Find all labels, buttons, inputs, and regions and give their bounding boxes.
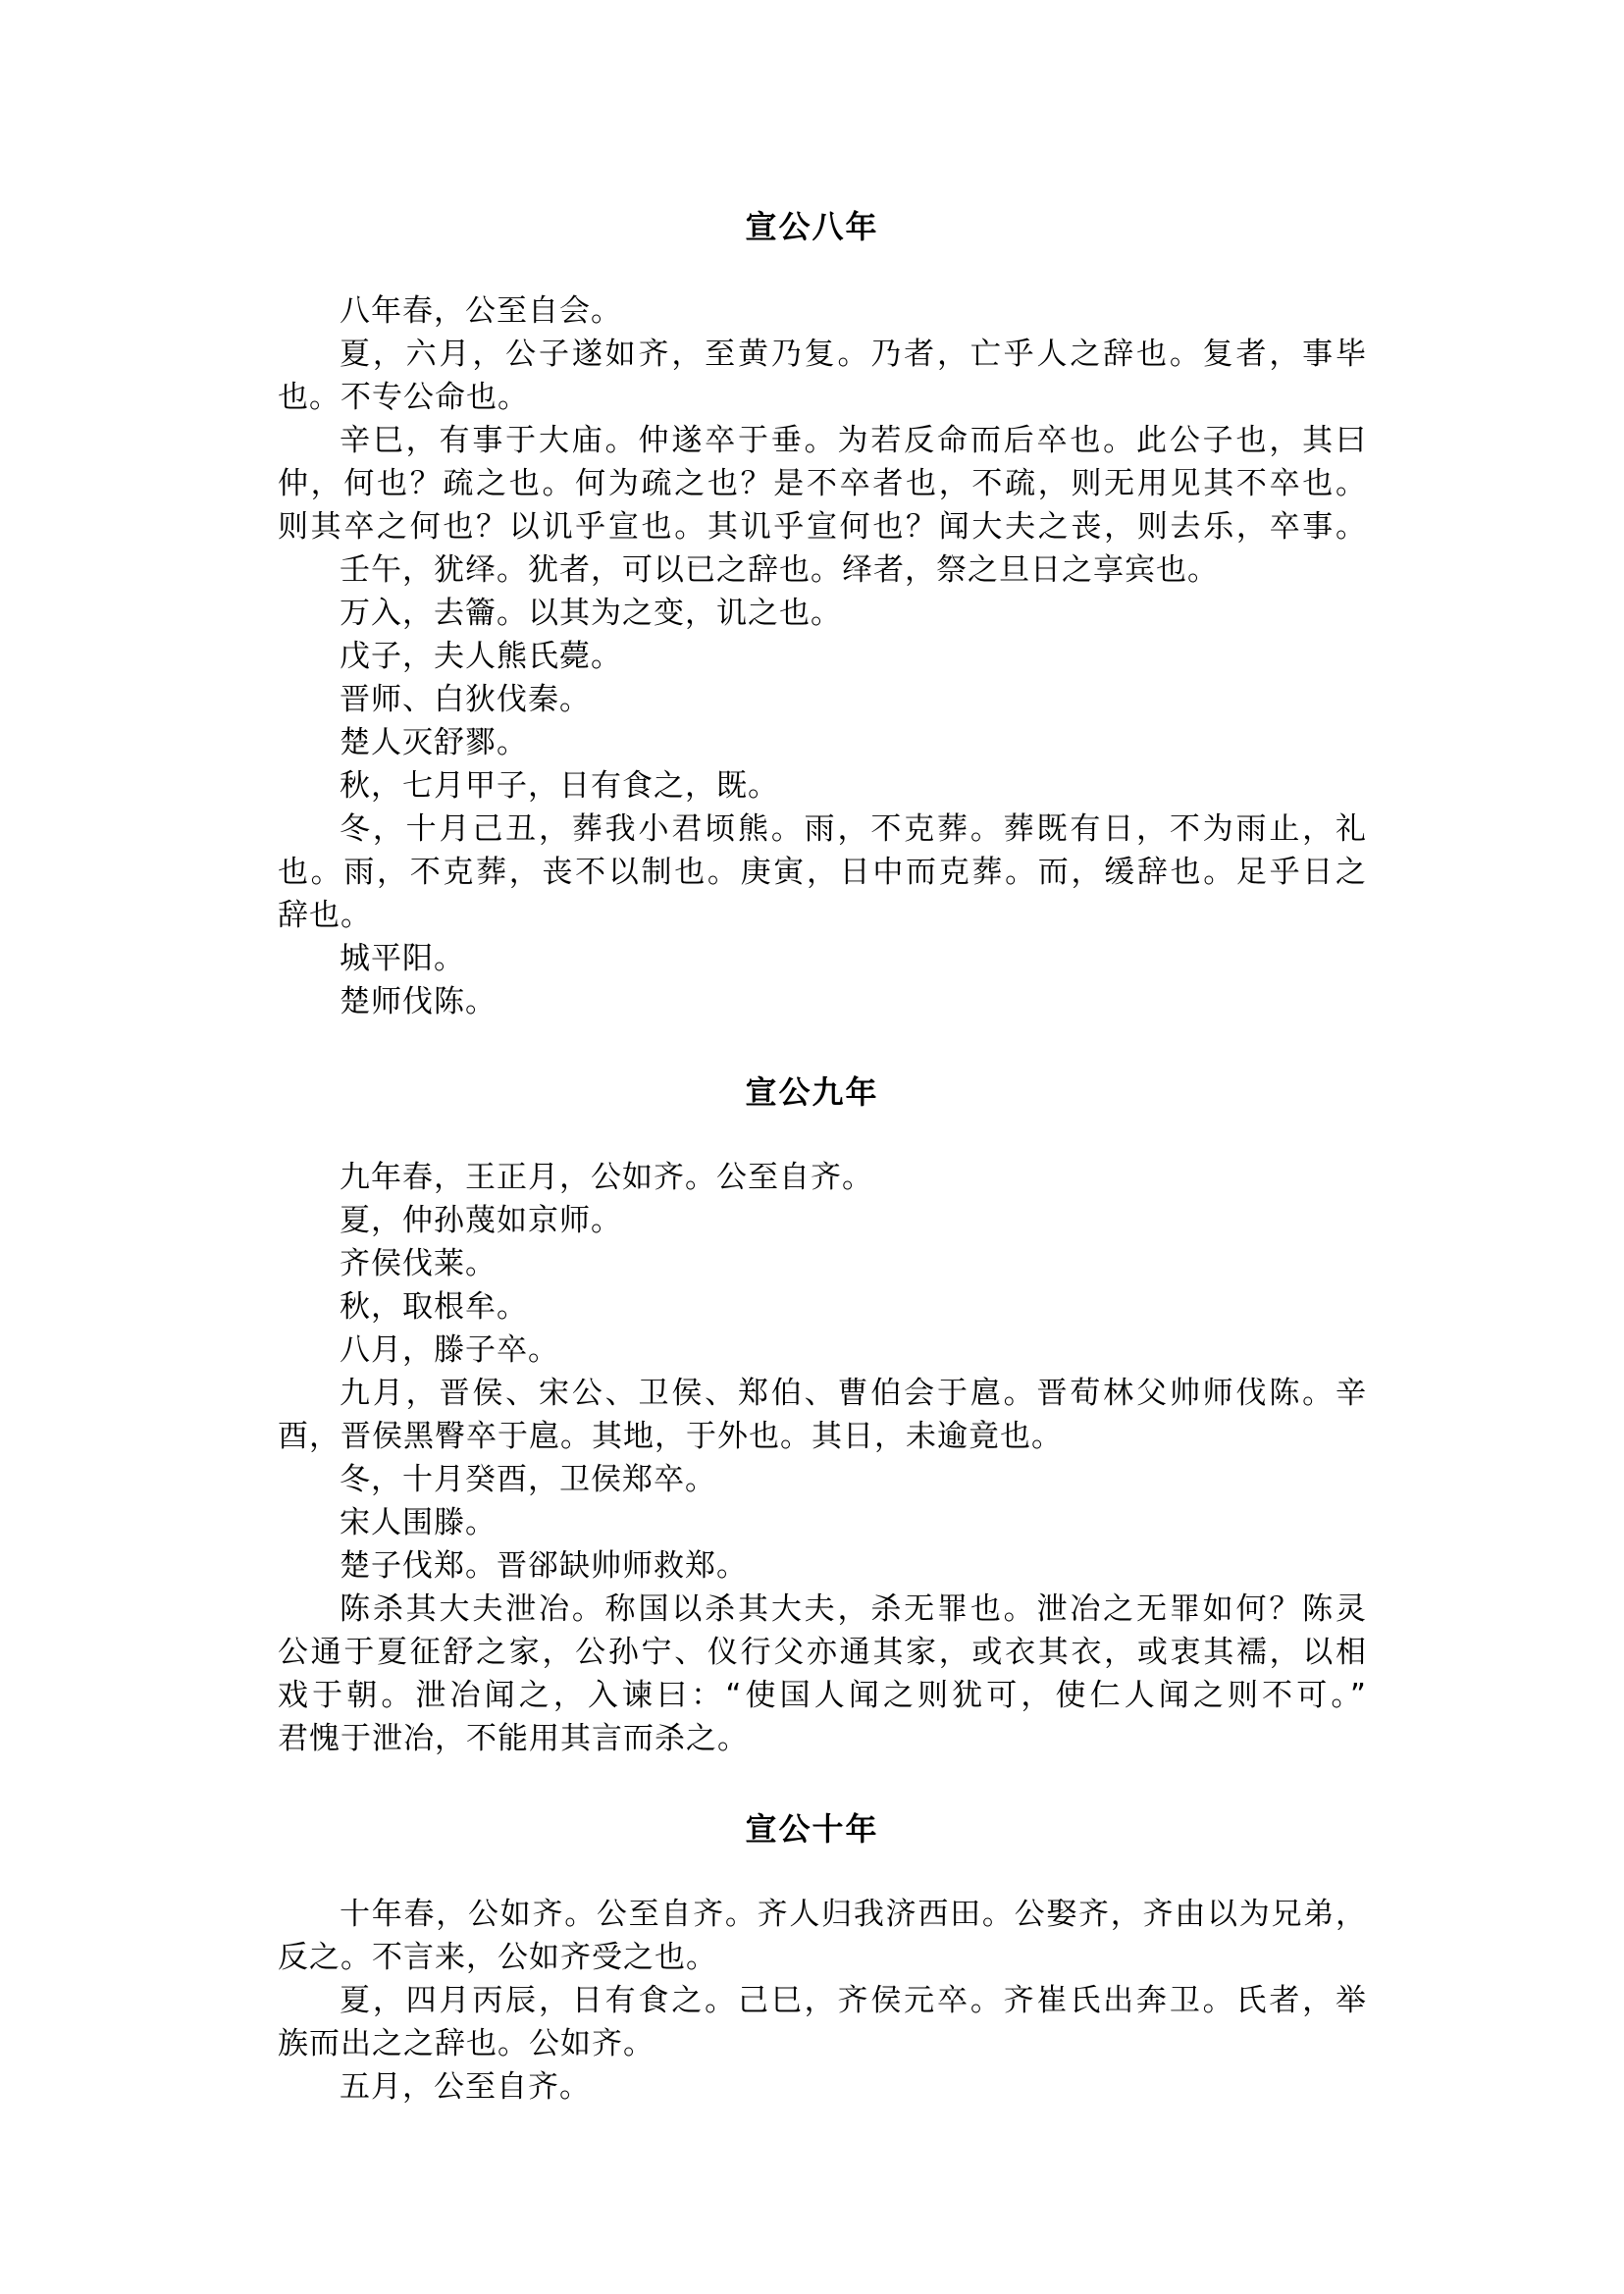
text-line: 夏，仲孙蔑如京师。 [340, 1203, 622, 1238]
text-line: 戏于朝。泄冶闻之，入谏曰：“使国人闻之则犹可，使仁人闻之则不可。” [278, 1678, 1367, 1713]
text-line: 仲，何也？疏之也。何为疏之也？是不卒者也，不疏，则无用见其不卒也。 [278, 466, 1367, 501]
text-line: 辞也。 [278, 898, 372, 933]
text-line: 戊子，夫人熊氏薨。 [340, 639, 622, 674]
text-line: 九月，晋侯、宋公、卫侯、郑伯、曹伯会于扈。晋荀林父帅师伐陈。辛 [340, 1376, 1367, 1411]
text-line: 酉，晋侯黑臀卒于扈。其地，于外也。其日，未逾竟也。 [278, 1419, 1063, 1454]
text-line: 晋师、白狄伐秦。 [340, 682, 591, 717]
text-line: 城平阳。 [340, 941, 465, 976]
text-line: 冬，十月癸酉，卫侯郑卒。 [340, 1462, 716, 1497]
text-line: 八年春，公至自会。 [340, 293, 622, 329]
section-title: 宣公八年 [745, 208, 879, 245]
text-line: 冬，十月己丑，葬我小君顷熊。雨，不克葬。葬既有日，不为雨止，礼 [340, 811, 1367, 847]
section-title: 宣公九年 [745, 1073, 879, 1111]
text-line: 公通于夏征舒之家，公孙宁、仪行父亦通其家，或衣其衣，或衷其襦，以相 [278, 1635, 1367, 1670]
text-line: 齐侯伐莱。 [340, 1246, 497, 1281]
text-line: 楚人灭舒鄝。 [340, 725, 528, 760]
text-line: 辛巳，有事于大庙。仲遂卒于垂。为若反命而后卒也。此公子也，其曰 [340, 423, 1367, 458]
text-line: 壬午，犹绎。犹者，可以已之辞也。绎者，祭之旦日之享宾也。 [340, 552, 1219, 588]
text-line: 也。不专公命也。 [278, 380, 529, 415]
text-line: 陈杀其大夫泄冶。称国以杀其大夫，杀无罪也。泄冶之无罪如何？陈灵 [340, 1591, 1367, 1627]
text-line: 夏，六月，公子遂如齐，至黄乃复。乃者，亡乎人之辞也。复者，事毕 [340, 337, 1367, 372]
section-title: 宣公十年 [745, 1810, 879, 1848]
text-line: 五月，公至自齐。 [340, 2069, 591, 2105]
text-line: 宋人围滕。 [340, 1505, 497, 1540]
text-line: 九年春，王正月，公如齐。公至自齐。 [340, 1160, 873, 1195]
text-line: 秋，七月甲子，日有食之，既。 [340, 768, 779, 804]
text-line: 反之。不言来，公如齐受之也。 [278, 1940, 717, 1975]
text-line: 十年春，公如齐。公至自齐。齐人归我济西田。公娶齐，齐由以为兄弟， [340, 1897, 1367, 1932]
text-line: 楚子伐郑。晋郤缺帅师救郑。 [340, 1548, 748, 1584]
text-line: 也。雨，不克葬，丧不以制也。庚寅，日中而克葬。而，缓辞也。足乎日之 [278, 855, 1367, 890]
text-line: 则其卒之何也？以讥乎宣也。其讥乎宣何也？闻大夫之丧，则去乐，卒事。 [278, 509, 1367, 545]
text-line: 秋，取根牟。 [340, 1289, 528, 1325]
text-line: 夏，四月丙辰，日有食之。己巳，齐侯元卒。齐崔氏出奔卫。氏者，举 [340, 1983, 1367, 2018]
text-line: 八月，滕子卒。 [340, 1332, 559, 1368]
text-line: 族而出之之辞也。公如齐。 [278, 2026, 655, 2061]
text-line: 楚师伐陈。 [340, 984, 497, 1019]
text-line: 君愧于泄冶，不能用其言而杀之。 [278, 1721, 749, 1756]
text-line: 万入，去籥。以其为之变，讥之也。 [340, 596, 842, 631]
